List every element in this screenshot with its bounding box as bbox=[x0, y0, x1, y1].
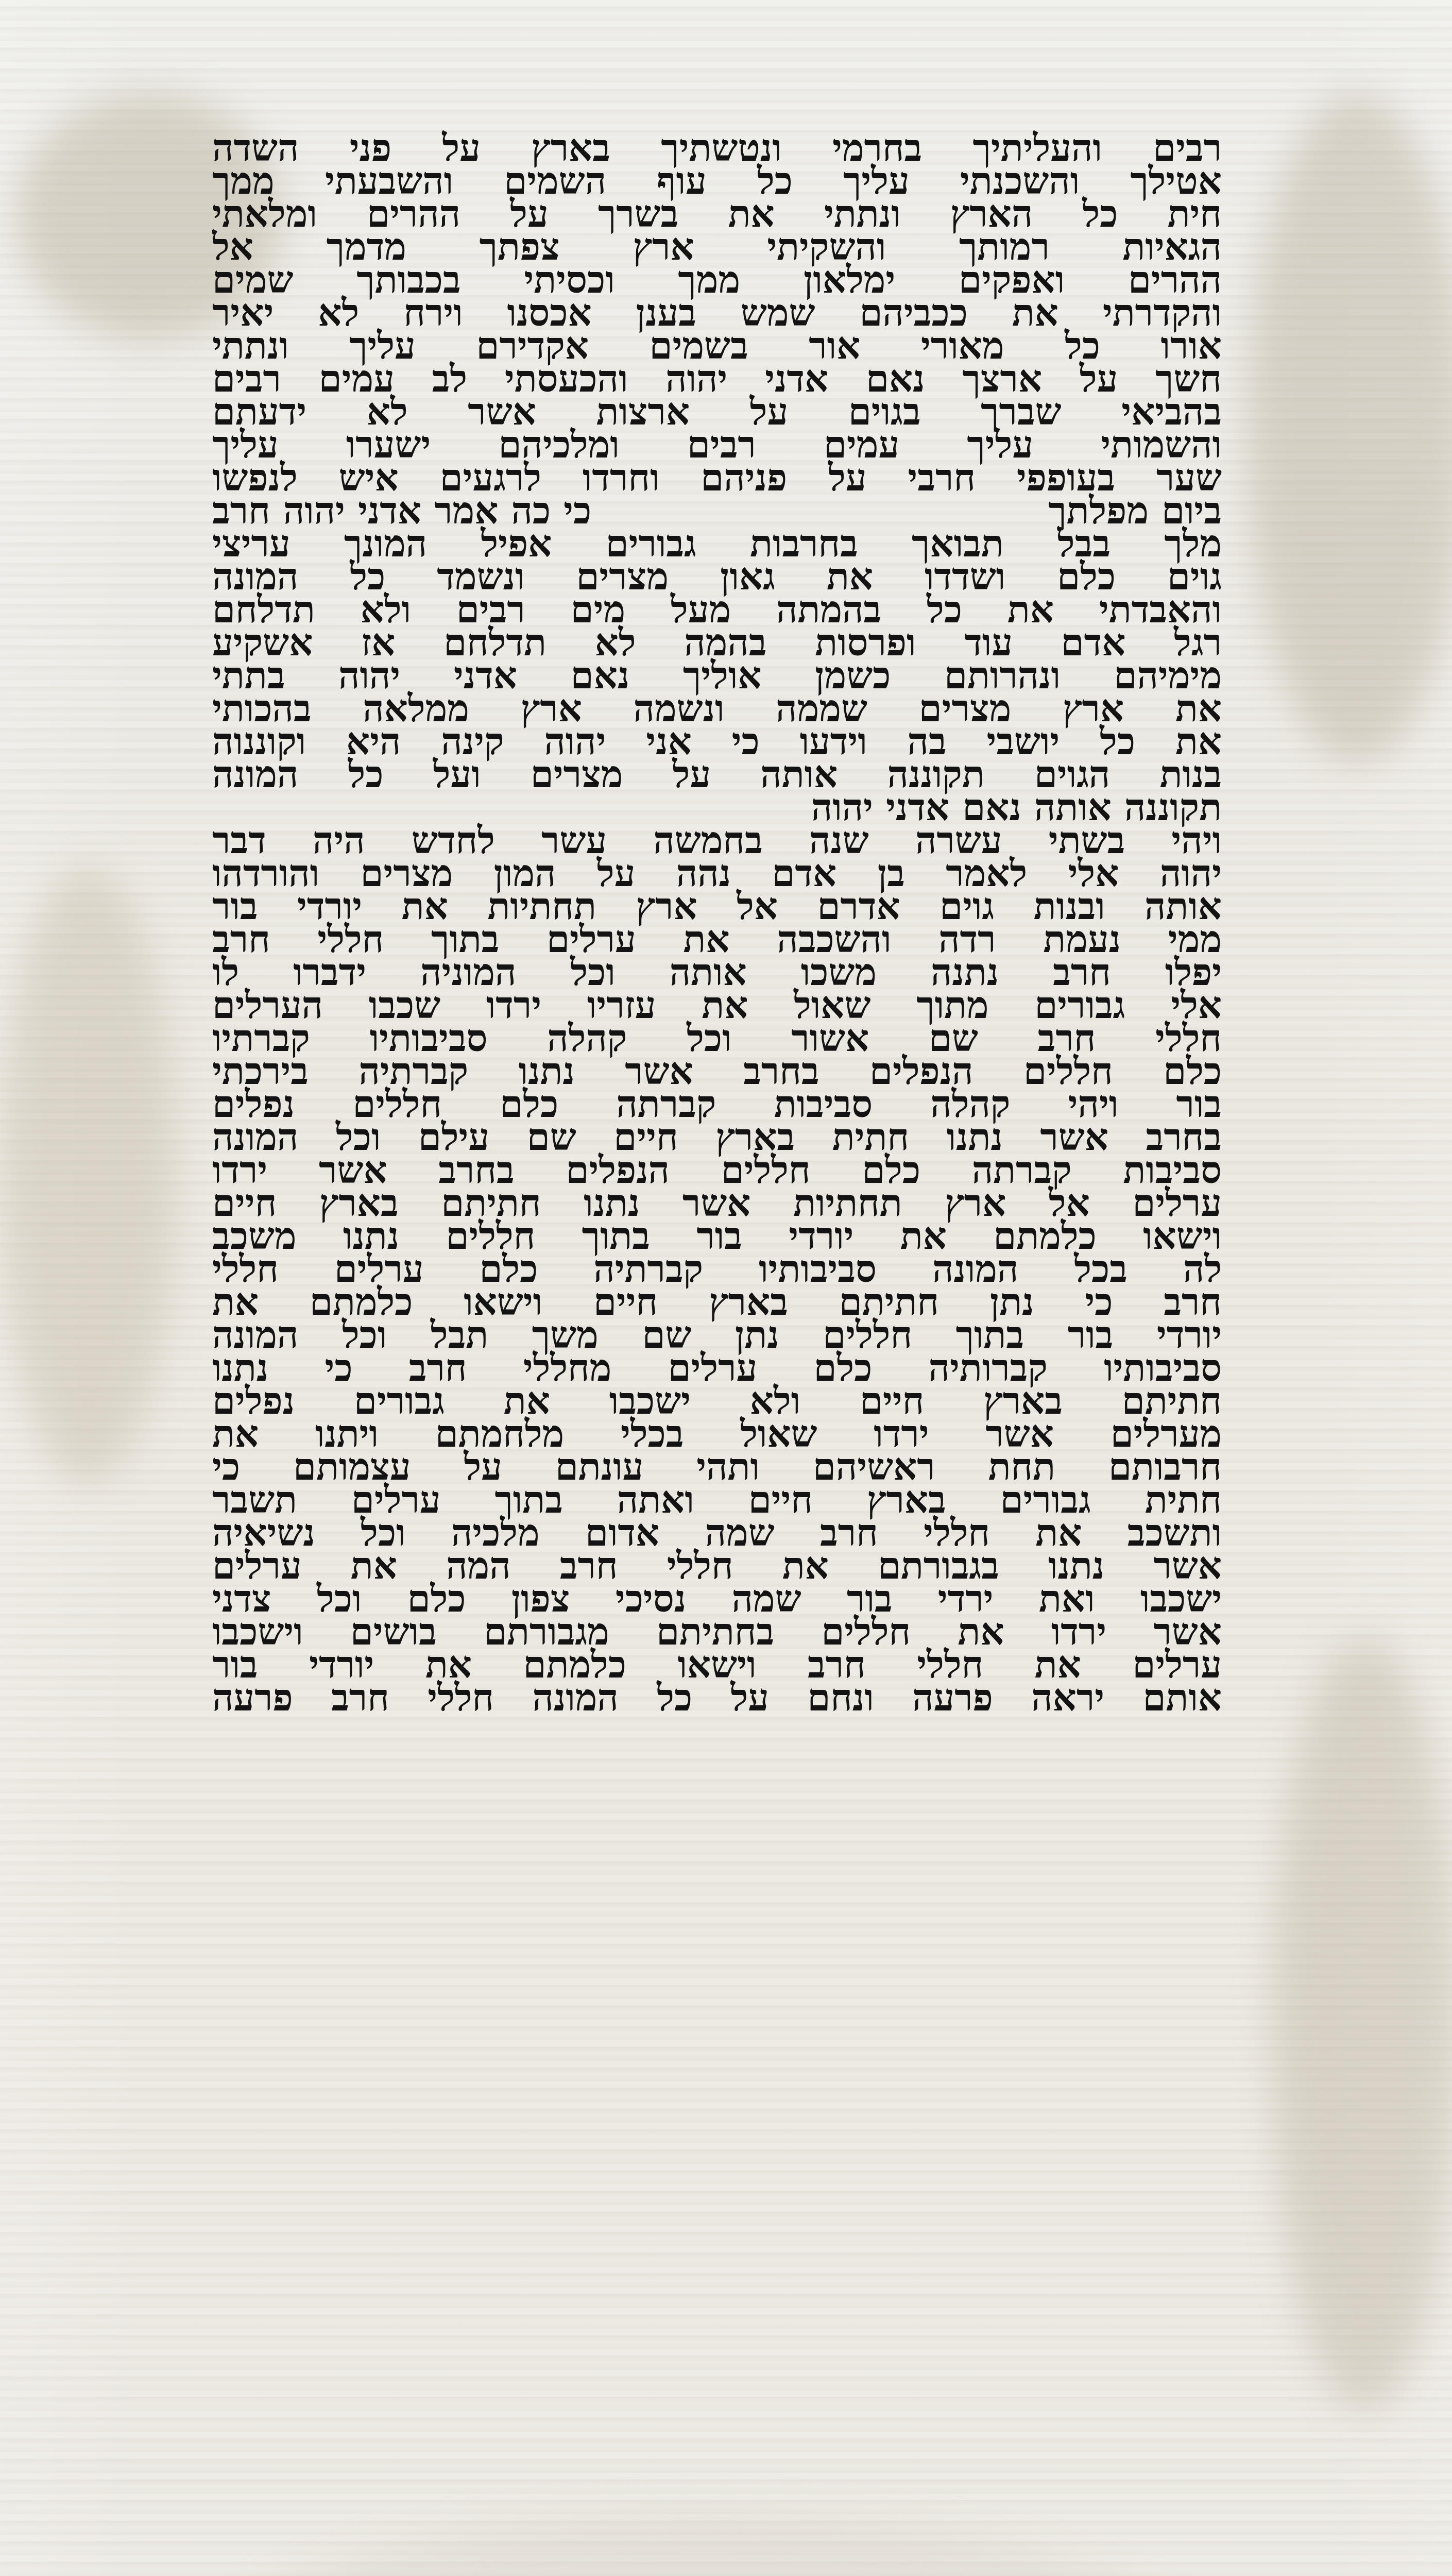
scroll-line: שער בעופפי חרבי על פניהם וחרדו לרגעים איש לנפשו bbox=[212, 456, 1222, 499]
scroll-line: יורדי בור בתוך חללים נתן שם משך תבל וכל המונה bbox=[212, 1313, 1222, 1357]
scroll-line: והאבדתי את כל בהמתה מעל מים רבים ולא תדלחם bbox=[212, 588, 1222, 631]
scroll-line: יפלו חרב נתנה משכו אותה וכל המוניה ידברו לו bbox=[212, 951, 1222, 994]
scroll-line: אלי גבורים מתוך שאול את עזריו ירדו שכבו הערלים bbox=[212, 984, 1222, 1027]
scroll-line: אשר ירדו את חללים בחתיתם מגבורתם בושים וישכבו bbox=[212, 1610, 1222, 1653]
scroll-line: כלם חללים הנפלים בחרב אשר נתנו קברתיה בירכתי bbox=[212, 1049, 1222, 1093]
scroll-line: חללי חרב שם אשור וכל קהלה סביבותיו קברתיו bbox=[212, 1016, 1222, 1060]
scroll-line: חית כל הארץ ונתתי את בשרך על ההרים ומלאתי bbox=[212, 192, 1222, 235]
parchment-stain bbox=[1246, 93, 1452, 762]
scroll-line: בחרב אשר נתנו חתית בארץ חיים שם עילם וכל המונה bbox=[212, 1115, 1222, 1159]
scroll-line: אטילך והשכנתי עליך כל עוף השמים והשבעתי ממך bbox=[212, 159, 1222, 202]
scroll-line: אשר נתנו בגבורתם את חללי חרב המה את ערלים bbox=[212, 1544, 1222, 1587]
scroll-line: בנות הגוים תקוננה אותה על מצרים ועל כל המונה bbox=[212, 753, 1222, 796]
scroll-line: מימיהם ונהרותם כשמן אוליך נאם אדני יהוה בתתי bbox=[212, 654, 1222, 697]
scroll-line: בהביאי שברך בגוים על ארצות אשר לא ידעתם bbox=[212, 390, 1222, 433]
scroll-line: חשך על ארצך נאם אדני יהוה והכעסתי לב עמים רבים bbox=[212, 357, 1222, 400]
scroll-line: סביבותיו קברותיה כלם ערלים מחללי חרב כי נתנו bbox=[212, 1346, 1222, 1389]
scroll-line: ההרים ואפקים ימלאון ממך וכסיתי בכבותך שמים bbox=[212, 258, 1222, 301]
scroll-line: רבים והעליתיך בחרמי ונטשתיך בארץ על פני השדה bbox=[212, 126, 1222, 170]
scroll-line: יהוה אלי לאמר בן אדם נהה על המון מצרים והורדהו bbox=[212, 852, 1222, 895]
scroll-line: והשמותי עליך עמים רבים ומלכיהם ישערו עליך bbox=[212, 423, 1222, 466]
scroll-line: חרבותם תחת ראשיהם ותהי עונתם על עצמותם כי bbox=[212, 1445, 1222, 1488]
scroll-line: ערלים אל ארץ תחתיות אשר נתנו חתיתם בארץ חיים bbox=[212, 1181, 1222, 1225]
scroll-line: גוים כלם ושדדו את גאון מצרים ונשמד כל המונה bbox=[212, 555, 1222, 598]
scroll-line: את ארץ מצרים שממה ונשמה ארץ ממלאה בהכותי bbox=[212, 687, 1222, 730]
scroll-line: ערלים את חללי חרב וישאו כלמתם את יורדי בור bbox=[212, 1643, 1222, 1686]
scroll-line: חתיתם בארץ חיים ולא ישכבו את גבורים נפלים bbox=[212, 1379, 1222, 1422]
scroll-line: את כל יושבי בה וידעו כי אני יהוה קינה היא וקוננוה bbox=[212, 720, 1222, 763]
scroll-line: אותה ובנות גוים אדרם אל ארץ תחתיות את יורדי בור bbox=[212, 885, 1222, 928]
scroll-line: הגאיות רמותך והשקיתי ארץ צפתך מדמך אל bbox=[212, 225, 1222, 268]
scroll-line: לה בכל המונה סביבותיו קברתיה כלם ערלים חללי bbox=[212, 1247, 1222, 1291]
scroll-line: בור ויהי קהלה סביבות קברתה כלם חללים נפלים bbox=[212, 1082, 1222, 1126]
scroll-line-segment: כי כה אמר אדני יהוה חרב bbox=[212, 489, 592, 532]
scroll-line: וישאו כלמתם את יורדי בור בתוך חללים נתנו משכב bbox=[212, 1214, 1222, 1258]
scroll-line: והקדרתי את ככביהם שמש בענן אכסנו וירח לא יאיר bbox=[212, 291, 1222, 334]
scroll-line: ותשכב את חללי חרב שמה אדום מלכיה וכל נשיאיה bbox=[212, 1511, 1222, 1554]
scroll-line: מערלים אשר ירדו שאול בכלי מלחמתם ויתנו את bbox=[212, 1412, 1222, 1455]
parchment-stain bbox=[0, 866, 175, 1484]
scroll-line: רגל אדם עוד ופרסות בהמה לא תדלחם אז אשקיע bbox=[212, 621, 1222, 664]
parchment-stain bbox=[1272, 1638, 1452, 2411]
scroll-line: תקוננה אותה נאם אדני יהוה bbox=[811, 786, 1222, 829]
scroll-line: ישכבו ואת ירדי בור שמה נסיכי צפון כלם וכל צדני bbox=[212, 1577, 1222, 1620]
scroll-line: אורו כל מאורי אור בשמים אקדירם עליך ונתתי bbox=[212, 324, 1222, 367]
scroll-line: מלך בבל תבואך בחרבות גבורים אפיל המונך עריצי bbox=[212, 522, 1222, 565]
scroll-line: ויהי בשתי עשרה שנה בחמשה עשר לחדש היה דבר bbox=[212, 819, 1222, 862]
scroll-line: חתית גבורים בארץ חיים ואתה בתוך ערלים תשבר bbox=[212, 1478, 1222, 1521]
scroll-line: אותם יראה פרעה ונחם על כל המונה חללי חרב פרעה bbox=[212, 1676, 1222, 1719]
scroll-line: ממי נעמת רדה והשכבה את ערלים בתוך חללי חרב bbox=[212, 918, 1222, 961]
scroll-line: חרב כי נתן חתיתם בארץ חיים וישאו כלמתם את bbox=[212, 1280, 1222, 1324]
scroll-text-column bbox=[212, 126, 1222, 2576]
scroll-line: סביבות קברתה כלם חללים הנפלים בחרב אשר ירדו bbox=[212, 1148, 1222, 1192]
scroll-line-segment: ביום מפלתך bbox=[1048, 489, 1222, 532]
